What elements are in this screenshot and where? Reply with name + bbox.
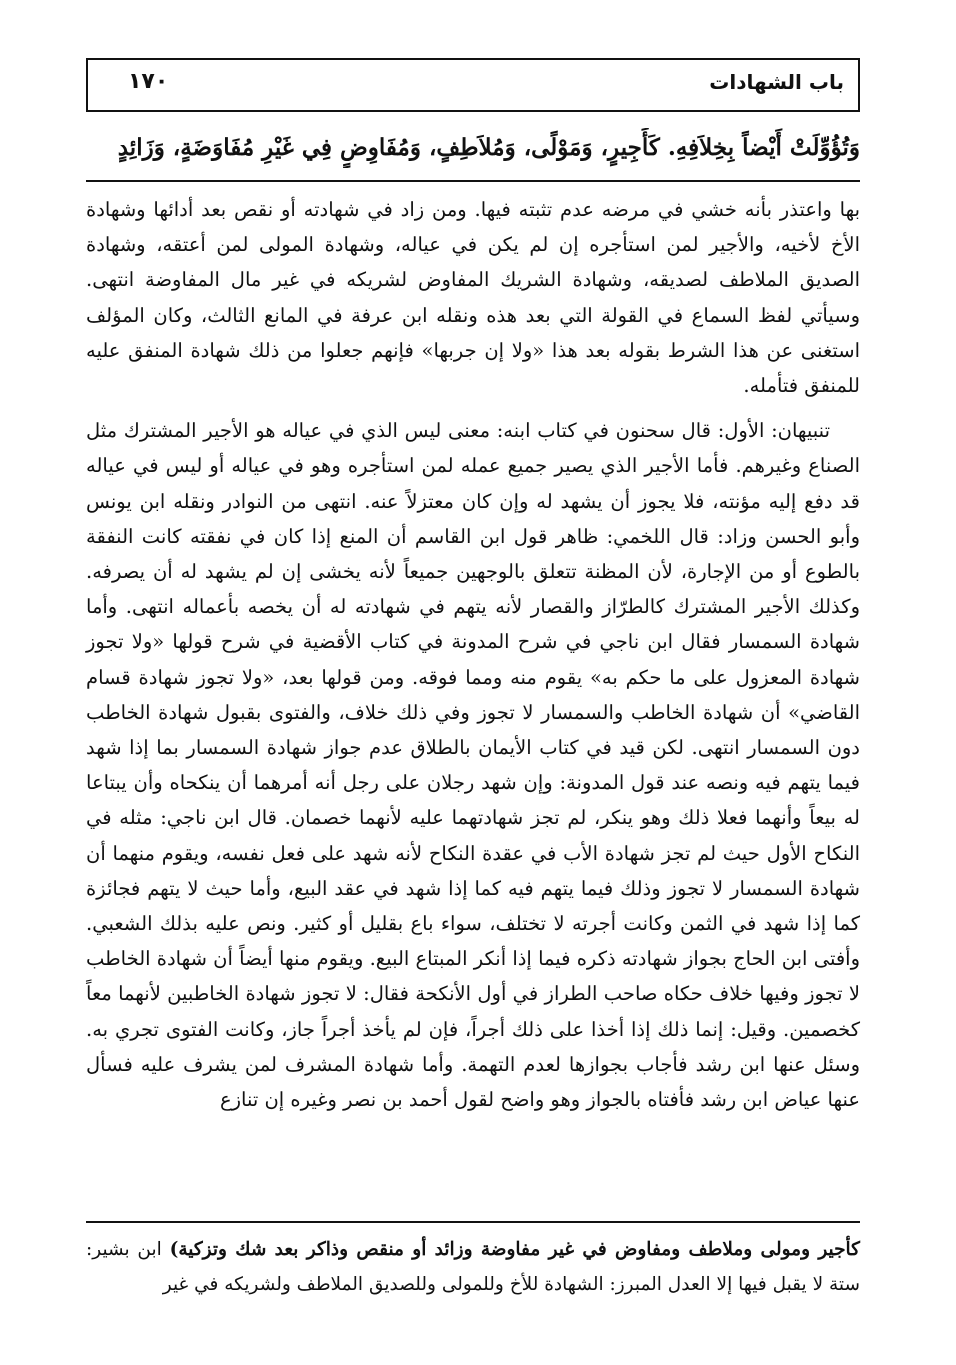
page-number: ١٧٠	[128, 69, 169, 94]
footnote-commentary: ابن بشير: ستة لا يقبل فيها إلا العدل المبرز: الشهادة للأخ وللمولى وللصديق الملاطف ولشريكه في غير	[86, 1239, 860, 1295]
matn-text: وَتُؤُوِّلَتْ أَيْضاً بِخِلاَفِهِ. كَأَجِيرٍ، وَمَوْلًى، وَمُلاَطِفٍ، وَمُفَاوِضٍ فِي غَيْرِ مُفَاوَضَةٍ، وَزَائِدٍ	[117, 134, 860, 161]
matn-divider	[86, 180, 860, 182]
chapter-title: باب الشهادات	[709, 70, 844, 94]
footnote	[86, 1232, 860, 1302]
commentary-body	[86, 192, 860, 1117]
footnote-divider	[86, 1221, 860, 1223]
commentary-paragraph-1: بها واعتذر بأنه خشي في مرضه عدم تثبته فيها. ومن زاد في شهادته أو نقص بعد أدائها وشهادة الأخ لأخيه، والأجير لمن استأجره إن لم يكن في عياله، وشهادة المولى لمن أعتقه، وشهادة الصديق الملاطف لصديقه، وشهادة الشريك المفاوض لشريكه في غير مال المفاوضة انتهى. وسيأتي لفظ السماع في القولة التي بعد هذه ونقله ابن عرفة في المانع الثالث، وكان المؤلف استغنى عن هذا الشرط بقوله بعد هذا «ولا إن جربها» فإنهم جعلوا من ذلك شهادة المنفق عليه للمنفق فتأمله.	[86, 198, 860, 398]
commentary-paragraph-2: تنبيهان: الأول: قال سحنون في كتاب ابنه: معنى ليس الذي في عياله هو الأجير المشترك مثل الصناع وغيرهم. فأما الأجير الذي يصير جميع عمله لمن استأجره وهو في عياله أو ليس في عياله قد دفع إليه مؤنته، فلا يجوز أن يشهد له وإن كان معتزلاً عنه. انتهى من النوادر ونقله ابن يونس وأبو الحسن وزاد: قال اللخمي: ظاهر قول ابن القاسم أن المنع إذا كان في نفقته كانت النفقة بالطوع أو من الإجارة، لأن المظنة تتعلق بالوجهين جميعاً لأنه يخشى إن لم يشهد له أن يصرفه. وكذلك الأجير المشترك كالطرّاز والقصار لأنه يتهم في شهادته له أن يخصه بأعماله انتهى. وأما شهادة السمسار فقال ابن ناجي في شرح المدونة في كتاب الأقضية في شرح قولها «ولا تجوز شهادة المعزول على ما حكم به» يقوم منه ومما فوقه. ومن قولها بعد، «ولا تجوز شهادة قسام القاضي» أن شهادة الخاطب والسمسار لا تجوز وفي ذلك خلاف، والفتوى بقبول شهادة الخاطب دون السمسار انتهى. لكن قيد في كتاب الأيمان بالطلاق عدم جواز شهادة السمسار بما إذا شهد فيما يتهم فيه ونصه عند قول المدونة: وإن شهد رجلان على رجل أنه أمرهما أن ينكحاه وأن يبتاعا له بيعاً وأنهما فعلا ذلك وهو ينكر، لم تجز شهادتهما عليه لأنهما خصمان. قال ابن ناجي: مثله في النكاح الأول حيث لم تجز شهادة الأب في عقدة النكاح لأنه شهد على فعل نفسه، ويقوم منهما أن شهادة السمسار لا تجوز وذلك فيما يتهم فيه كما إذا شهد في عقد البيع، وأما حيث لا يتهم فجائزة كما إذا شهد في الثمن وكانت أجرته لا تختلف، سواء باع بقليل أو كثير. ونص عليه بذلك الشعبي. وأفتى ابن الحاج بجواز شهادته ذكره فيما إذا أنكر المبتاع البيع. ويقوم منها أيضاً أن شهادة الخاطب لا تجوز وفيها خلاف حكاه صاحب الطراز في أول الأنكحة فقال: لا تجوز شهادة الخاطبين لأنهما معاً كخصمين. وقيل: إنما ذلك إذا أخذا على ذلك أجراً، فإن لم يأخذ أجراً جاز، وكانت الفتوى تجري به. وسئل عنها ابن رشد فأجاب بجوازها لعدم التهمة. وأما شهادة المشرف لمن يشرف عليه فسأل عنها عياض ابن رشد فأفتاه بالجواز وهو واضح لقول أحمد بن نصر وغيره إن تنازع	[86, 419, 860, 1112]
page-header	[86, 58, 860, 112]
footnote-matn-quote: كأجير ومولى وملاطف ومفاوض في غير مفاوضة وزائد أو منقص وذاكر بعد شك وتزكية)	[169, 1239, 860, 1260]
